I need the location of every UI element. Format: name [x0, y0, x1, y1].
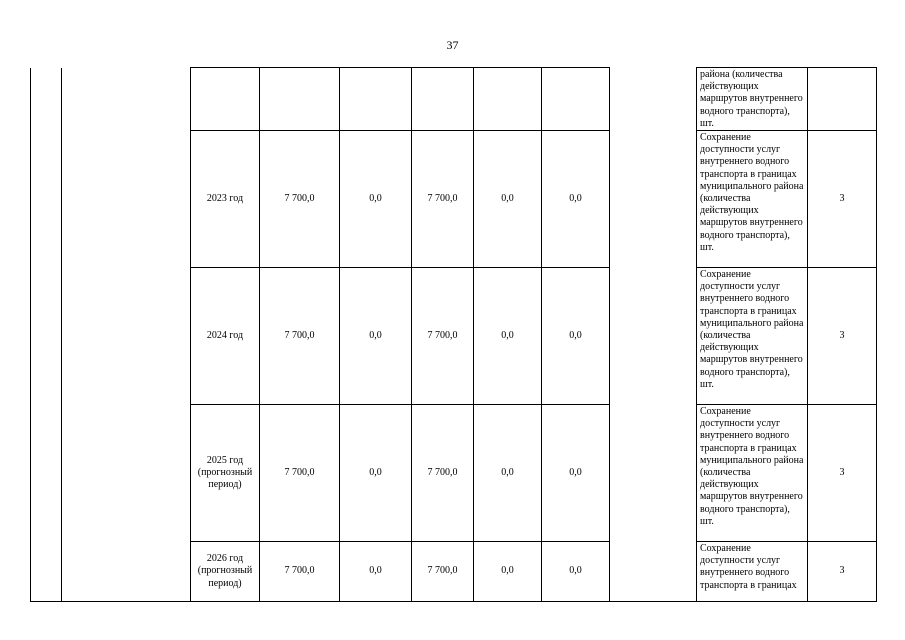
page-number: 37: [446, 38, 459, 52]
other-sources-cell: 0,0: [542, 268, 610, 405]
municipal-budget-cell: [474, 68, 542, 131]
federal-budget-cell: [340, 68, 412, 131]
executor-cell: [610, 68, 697, 602]
indicator-cell: района (количества действующих маршрутов внутреннего водного транспорта), шт.: [697, 68, 808, 131]
indicator-cell: Сохранение доступности услуг внутреннего водного транспорта в границах: [697, 542, 808, 602]
indicator-cell: Сохранение доступности услуг внутреннего водного транспорта в границах муниципального района (количества действующих маршрутов внутреннего водного транспорта), шт.: [697, 268, 808, 405]
indicator-cell: Сохранение доступности услуг внутреннего водного транспорта в границах муниципального района (количества действующих маршрутов внутреннего водного транспорта), шт.: [697, 131, 808, 268]
indicator-value-cell: 3: [808, 542, 877, 602]
total-funding-cell: 7 700,0: [260, 542, 340, 602]
total-funding-cell: 7 700,0: [260, 131, 340, 268]
number-cell: [31, 68, 62, 602]
program-financing-table: [30, 67, 877, 602]
table-row: [31, 68, 877, 131]
regional-budget-cell: 7 700,0: [412, 268, 474, 405]
other-sources-cell: [542, 68, 610, 131]
regional-budget-cell: 7 700,0: [412, 131, 474, 268]
other-sources-cell: 0,0: [542, 131, 610, 268]
municipal-budget-cell: 0,0: [474, 405, 542, 542]
other-sources-cell: 0,0: [542, 405, 610, 542]
municipal-budget-cell: 0,0: [474, 131, 542, 268]
regional-budget-cell: 7 700,0: [412, 405, 474, 542]
indicator-value-cell: 3: [808, 268, 877, 405]
federal-budget-cell: 0,0: [340, 131, 412, 268]
year-cell: 2026 год (прогнозный период): [191, 542, 260, 602]
regional-budget-cell: 7 700,0: [412, 542, 474, 602]
indicator-value-cell: [808, 68, 877, 131]
year-cell: 2025 год (прогнозный период): [191, 405, 260, 542]
total-funding-cell: [260, 68, 340, 131]
year-cell: 2024 год: [191, 268, 260, 405]
indicator-cell: Сохранение доступности услуг внутреннего водного транспорта в границах муниципального района (количества действующих маршрутов внутреннего водного транспорта), шт.: [697, 405, 808, 542]
federal-budget-cell: 0,0: [340, 268, 412, 405]
total-funding-cell: 7 700,0: [260, 405, 340, 542]
year-cell: 2023 год: [191, 131, 260, 268]
year-cell: [191, 68, 260, 131]
federal-budget-cell: 0,0: [340, 542, 412, 602]
other-sources-cell: 0,0: [542, 542, 610, 602]
page-cut-line: [30, 601, 877, 602]
regional-budget-cell: [412, 68, 474, 131]
activity-name-cell: [62, 68, 191, 602]
federal-budget-cell: 0,0: [340, 405, 412, 542]
municipal-budget-cell: 0,0: [474, 268, 542, 405]
total-funding-cell: 7 700,0: [260, 268, 340, 405]
indicator-value-cell: 3: [808, 405, 877, 542]
municipal-budget-cell: 0,0: [474, 542, 542, 602]
indicator-value-cell: 3: [808, 131, 877, 268]
